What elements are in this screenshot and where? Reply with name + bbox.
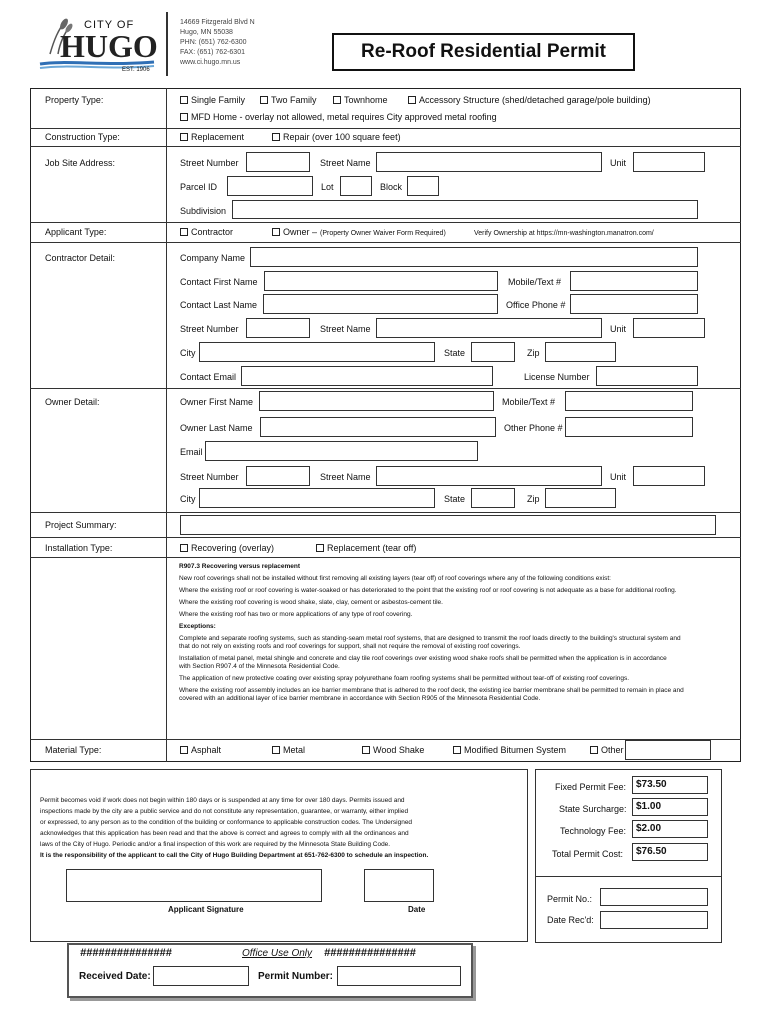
signature-input[interactable]	[66, 869, 322, 902]
material-type-label: Material Type:	[45, 745, 102, 755]
inspection-notice: It is the responsibility of the applicant to call the City of Hugo Building Department at 651-762-6300 to schedule an inspection.	[40, 852, 429, 859]
checkbox-label: Asphalt	[191, 745, 222, 755]
contact-first-name-input[interactable]	[264, 271, 498, 291]
jobsite-street-number-input[interactable]	[246, 152, 310, 172]
state-surcharge-label: State Surcharge:	[559, 804, 627, 814]
contractor-zip-input[interactable]	[545, 342, 616, 362]
field-label: Unit	[610, 158, 627, 168]
checkbox-label: MFD Home - overlay not allowed, metal requires City approved metal roofing	[191, 112, 497, 122]
field-label: Subdivision	[180, 206, 227, 216]
checkbox-icon	[362, 746, 370, 754]
checkbox-label: Modified Bitumen System	[464, 745, 567, 755]
code-paragraph: Where the existing roof or roof covering is water-soaked or has deteriorated to the point that the existing roof or roof covering is not adequate as a base for additional roofing.	[179, 587, 677, 594]
property-type-label: Property Type:	[45, 95, 104, 105]
label-column-divider	[166, 88, 167, 762]
field-label: Zip	[527, 348, 540, 358]
field-label: Street Number	[180, 472, 239, 482]
checkbox-label: Townhome	[344, 95, 388, 105]
checkbox-two-family[interactable]	[260, 95, 317, 106]
checkbox-icon	[333, 96, 341, 104]
verify-ownership-link[interactable]: Verify Ownership at https://mn-washington.manatron.com/	[474, 230, 654, 237]
owner-zip-input[interactable]	[545, 488, 616, 508]
checkbox-replacement[interactable]	[180, 132, 244, 143]
code-paragraph: Installation of metal panel, metal shingle and concrete and clay tile roof coverings over existing wood shake roofs shall be permitted when the application is in accordance	[179, 655, 667, 662]
jobsite-unit-input[interactable]	[633, 152, 705, 172]
checkbox-icon	[180, 228, 188, 236]
checkbox-single-family[interactable]	[180, 95, 245, 106]
checkbox-tear-off[interactable]	[316, 543, 416, 554]
owner-last-name-input[interactable]	[260, 417, 496, 437]
code-paragraph: The application of new protective coating over existing spray polyurethane foam roofing systems shall be permitted without tear-off of existing roof coverings.	[179, 675, 630, 682]
checkbox-icon	[408, 96, 416, 104]
other-phone-input[interactable]	[565, 417, 693, 437]
signature-date-label: Date	[408, 905, 426, 914]
row-divider	[30, 222, 741, 223]
checkbox-icon	[180, 113, 188, 121]
owner-detail-label: Owner Detail:	[45, 397, 100, 407]
field-label: Mobile/Text #	[508, 277, 562, 287]
legal-line: or expressed, to any person as to the condition of the building or conformance to applicable construction codes. The Undersigned	[40, 819, 413, 826]
legal-line: laws of the City of Hugo. Periodic and/or a final inspection of this work are required by the Minnesota State Building Code.	[40, 841, 391, 848]
job-site-label: Job Site Address:	[45, 158, 116, 168]
row-divider	[30, 388, 741, 389]
field-label: Owner First Name	[180, 397, 254, 407]
office-stars-right: ###############	[324, 947, 416, 959]
office-stars-left: ###############	[80, 947, 172, 959]
city-logo	[36, 10, 160, 74]
city-contact	[180, 18, 320, 78]
exceptions-heading: Exceptions:	[179, 623, 216, 630]
legal-line: Permit becomes void if work does not begin within 180 days or is suspended at any time for over 180 days. Permits issued and	[40, 797, 405, 804]
parcel-id-input[interactable]	[227, 176, 313, 196]
checkbox-asphalt[interactable]	[180, 745, 221, 756]
field-label: Other Phone #	[504, 423, 563, 433]
checkbox-owner[interactable]	[272, 227, 317, 238]
checkbox-contractor[interactable]	[180, 227, 233, 238]
applicant-type-label: Applicant Type:	[45, 227, 107, 237]
checkbox-metal[interactable]	[272, 745, 305, 756]
checkbox-townhome[interactable]	[333, 95, 388, 106]
checkbox-icon	[180, 96, 188, 104]
checkbox-other[interactable]	[590, 745, 624, 756]
row-divider	[30, 557, 741, 558]
checkbox-icon	[180, 544, 188, 552]
code-paragraph: Complete and separate roofing systems, such as standing-seam metal roof systems, that are designed to transmit the roof loads directly to the building's structural system and	[179, 635, 681, 642]
construction-type-label: Construction Type:	[45, 132, 120, 142]
checkbox-wood-shake[interactable]	[362, 745, 424, 756]
lot-input[interactable]	[340, 176, 372, 196]
permit-number-input[interactable]	[337, 966, 461, 986]
website-line: www.ci.hugo.mn.us	[180, 59, 241, 66]
field-label: Block	[380, 182, 403, 192]
technology-fee-value: $2.00	[632, 820, 708, 838]
legal-text	[40, 795, 520, 861]
owner-mobile-input[interactable]	[565, 391, 693, 411]
field-label: Email	[180, 447, 203, 457]
code-paragraph: with Section R907.4 of the Minnesota Residential Code.	[179, 663, 340, 670]
field-label: City	[180, 494, 196, 504]
field-label: Street Number	[180, 324, 239, 334]
checkbox-icon	[260, 96, 268, 104]
technology-fee-label: Technology Fee:	[560, 826, 627, 836]
row-divider	[30, 128, 741, 129]
received-date-input[interactable]	[153, 966, 249, 986]
field-label: Lot	[321, 182, 334, 192]
contractor-detail-label: Contractor Detail:	[45, 253, 116, 263]
checkbox-modified-bitumen[interactable]	[453, 745, 566, 756]
code-paragraph: that do not rely on existing roofs and roof coverings for support, shall not require the removal of existing roof coverings.	[179, 643, 521, 650]
field-label: State	[444, 494, 466, 504]
code-paragraph: New roof coverings shall not be installed without first removing all existing layers (tear off) of roof coverings where any of the following conditions exist:	[179, 575, 611, 582]
city-of-text: CITY OF	[84, 19, 135, 31]
code-paragraph: Where the existing roof assembly includes an ice barrier membrane that is adhered to the roof deck, the existing ice barrier membrane shall be permitted to remain in place and	[179, 687, 684, 694]
header-divider	[166, 12, 168, 76]
owner-email-input[interactable]	[205, 441, 478, 461]
row-divider	[30, 512, 741, 513]
date-received-input[interactable]	[600, 911, 708, 929]
received-date-label: Received Date:	[79, 971, 151, 982]
signature-label: Applicant Signature	[168, 905, 244, 914]
contact-email-input[interactable]	[241, 366, 493, 386]
field-label: Zip	[527, 494, 540, 504]
total-cost-label: Total Permit Cost:	[552, 849, 624, 859]
checkbox-recovering[interactable]	[180, 543, 274, 554]
est-text: EST. 1906	[122, 67, 150, 73]
installation-type-label: Installation Type:	[45, 543, 113, 553]
jobsite-street-name-input[interactable]	[376, 152, 602, 172]
checkbox-icon	[272, 133, 280, 141]
owner-state-input[interactable]	[471, 488, 515, 508]
field-label: Street Name	[320, 158, 371, 168]
checkbox-icon	[316, 544, 324, 552]
checkbox-mfd-home[interactable]	[180, 112, 497, 123]
field-label: Street Name	[320, 472, 371, 482]
contractor-street-name-input[interactable]	[376, 318, 602, 338]
owner-first-name-input[interactable]	[259, 391, 494, 411]
owner-street-number-input[interactable]	[246, 466, 310, 486]
owner-waiver-note: (Property Owner Waiver Form Required)	[320, 230, 446, 237]
owner-unit-input[interactable]	[633, 466, 705, 486]
office-phone-input[interactable]	[570, 294, 698, 314]
block-input[interactable]	[407, 176, 439, 196]
fees-divider	[535, 876, 722, 877]
code-excerpt	[179, 563, 729, 703]
license-number-input[interactable]	[596, 366, 698, 386]
address-line-2: Hugo, MN 55038	[180, 29, 233, 36]
checkbox-label: Wood Shake	[373, 745, 425, 755]
address-line-1: 14669 Fitzgerald Blvd N	[180, 19, 255, 26]
field-label: Office Phone #	[506, 300, 566, 310]
row-divider	[30, 537, 741, 538]
code-title: R907.3 Recovering versus replacement	[179, 563, 301, 570]
checkbox-label: Two Family	[271, 95, 317, 105]
field-label: Contact First Name	[180, 277, 258, 287]
owner-city-input[interactable]	[199, 488, 435, 508]
office-use-title: Office Use Only	[242, 948, 313, 959]
checkbox-icon	[590, 746, 598, 754]
fax-line: FAX: (651) 762-6301	[180, 49, 245, 56]
checkbox-icon	[272, 746, 280, 754]
field-label: Contact Email	[180, 372, 237, 382]
code-paragraph: Where the existing roof has two or more applications of any type of roof covering.	[179, 611, 413, 618]
city-name-text: HUGO	[60, 28, 158, 64]
contractor-state-input[interactable]	[471, 342, 515, 362]
field-label: Parcel ID	[180, 182, 218, 192]
project-summary-input[interactable]	[180, 515, 716, 535]
fixed-fee-label: Fixed Permit Fee:	[555, 782, 627, 792]
checkbox-label: Repair (over 100 square feet)	[283, 132, 401, 142]
contractor-street-number-input[interactable]	[246, 318, 310, 338]
checkbox-label: Other	[601, 745, 624, 755]
checkbox-repair[interactable]	[272, 132, 401, 143]
checkbox-label: Replacement	[191, 132, 245, 142]
subdivision-input[interactable]	[232, 200, 698, 219]
date-received-label: Date Rec'd:	[547, 915, 594, 925]
checkbox-label: Contractor	[191, 227, 234, 237]
checkbox-label: Recovering (overlay)	[191, 543, 275, 553]
checkbox-label: Accessory Structure (shed/detached garage/pole building)	[419, 95, 651, 105]
permit-number-label: Permit Number:	[258, 971, 334, 982]
field-label: Owner Last Name	[180, 423, 253, 433]
checkbox-icon	[272, 228, 280, 236]
field-label: License Number	[524, 372, 590, 382]
field-label: City	[180, 348, 196, 358]
field-label: Street Number	[180, 158, 239, 168]
phone-line: PHN: (651) 762-6300	[180, 39, 247, 46]
code-paragraph: Where the existing roof covering is wood shake, slate, clay, cement or asbestos-cement tile.	[179, 599, 443, 606]
contractor-city-input[interactable]	[199, 342, 435, 362]
checkbox-icon	[180, 746, 188, 754]
owner-street-name-input[interactable]	[376, 466, 602, 486]
code-paragraph: covered with an additional layer of ice barrier membrane in accordance with Section R905 of the Minnesota Residential Code.	[179, 695, 541, 702]
field-label: State	[444, 348, 466, 358]
row-divider	[30, 242, 741, 243]
checkbox-accessory[interactable]	[408, 95, 651, 106]
contractor-mobile-input[interactable]	[570, 271, 698, 291]
field-label: Mobile/Text #	[502, 397, 556, 407]
field-label: Unit	[610, 324, 627, 334]
state-surcharge-value: $1.00	[632, 798, 708, 816]
checkbox-label: Owner –	[283, 227, 318, 237]
permit-no-input[interactable]	[600, 888, 708, 906]
row-divider	[30, 146, 741, 147]
checkbox-icon	[180, 133, 188, 141]
legal-line: inspections made by the city are a public service and do not constitute any representation, guarantee, or warranty, either implied	[40, 808, 409, 815]
material-other-input[interactable]	[625, 740, 711, 760]
field-label: Unit	[610, 472, 627, 482]
page-title-text: Re-Roof Residential Permit	[361, 41, 606, 62]
contractor-unit-input[interactable]	[633, 318, 705, 338]
checkbox-icon	[453, 746, 461, 754]
project-summary-label: Project Summary:	[45, 520, 117, 530]
checkbox-label: Single Family	[191, 95, 246, 105]
contact-last-name-input[interactable]	[263, 294, 498, 314]
field-label: Contact Last Name	[180, 300, 258, 310]
total-cost-value: $76.50	[632, 843, 708, 861]
field-label: Street Name	[320, 324, 371, 334]
permit-no-label: Permit No.:	[547, 894, 593, 904]
field-label: Company Name	[180, 253, 246, 263]
page-title	[332, 33, 635, 71]
legal-line: acknowledges that this application has been read and that the above is correct and agrees to comply with all the ordinances and	[40, 830, 409, 837]
signature-date-input[interactable]	[364, 869, 434, 902]
company-name-input[interactable]	[250, 247, 698, 267]
checkbox-label: Metal	[283, 745, 306, 755]
checkbox-label: Replacement (tear off)	[327, 543, 417, 553]
fixed-fee-value: $73.50	[632, 776, 708, 794]
